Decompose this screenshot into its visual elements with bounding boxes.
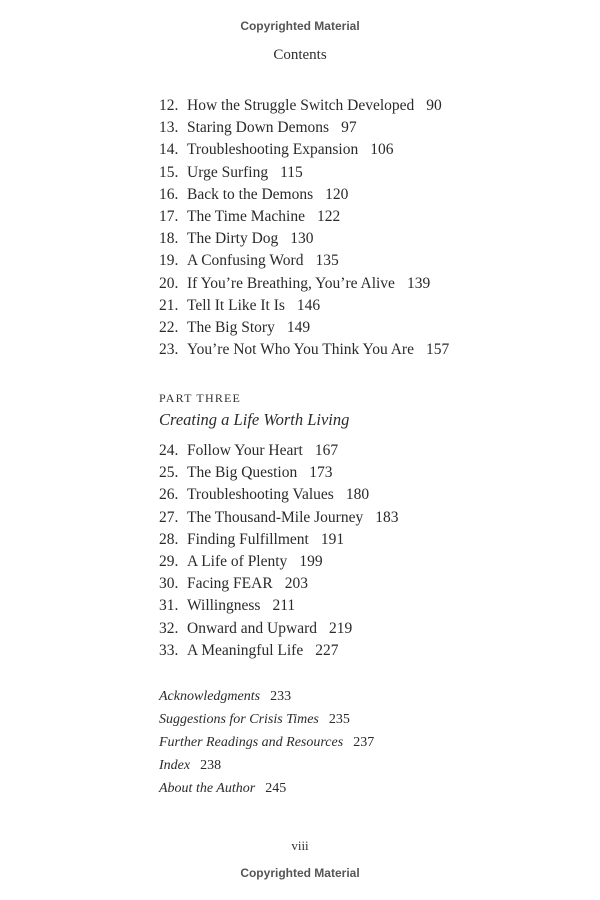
- copyright-watermark-top: Copyrighted Material: [240, 19, 360, 33]
- toc-entry: [159, 184, 579, 206]
- chapter-title: Willingness: [187, 597, 261, 615]
- page-number: 135: [315, 252, 339, 270]
- toc-entry: [159, 640, 579, 662]
- chapter-number: 24.: [159, 442, 179, 459]
- toc-entry: [159, 595, 579, 617]
- page-number: 219: [329, 619, 353, 637]
- chapter-title: The Big Story: [187, 318, 275, 336]
- part-title: Creating a Life Worth Living: [159, 410, 350, 429]
- page-number: 149: [286, 318, 311, 336]
- chapter-number: 18.: [159, 230, 179, 248]
- chapter-title: Troubleshooting Expansion: [187, 141, 359, 159]
- page-number: 157: [425, 341, 450, 359]
- back-matter-title: Suggestions for Crisis Times: [159, 712, 319, 727]
- chapter-number: 13.: [159, 119, 179, 137]
- chapter-number: 16.: [159, 185, 179, 203]
- page-number: 183: [375, 508, 399, 526]
- chapter-title: The Time Machine: [187, 207, 305, 225]
- chapter-number: 19.: [159, 252, 179, 270]
- toc-entry: [159, 117, 579, 139]
- page-number: 106: [370, 141, 394, 159]
- toc-entry: [159, 339, 579, 361]
- toc-entry: [159, 206, 579, 228]
- back-matter-list: [159, 685, 579, 800]
- chapter-title: How the Struggle Switch Developed: [187, 97, 415, 114]
- page-folio: viii: [291, 838, 309, 853]
- chapter-number: 32.: [159, 619, 179, 637]
- page-number: 130: [290, 230, 314, 248]
- page-number: 90: [426, 97, 442, 114]
- page-number: 245: [265, 781, 287, 796]
- chapter-title: Onward and Upward: [187, 619, 317, 637]
- page-number: 139: [406, 274, 431, 292]
- chapter-title: Facing FEAR: [187, 575, 273, 593]
- running-head: Contents: [273, 47, 327, 63]
- toc-entry: [159, 529, 579, 551]
- chapter-number: 20.: [159, 274, 179, 292]
- toc-entry: [159, 273, 579, 295]
- chapter-number: 28.: [159, 530, 179, 548]
- page-number: 227: [315, 641, 339, 659]
- back-matter-entry: [159, 754, 579, 777]
- toc-entry: [159, 317, 579, 339]
- page-number: 235: [328, 712, 350, 727]
- back-matter-entry: [159, 777, 579, 800]
- back-matter-entry: [159, 685, 579, 708]
- chapter-number: 22.: [159, 318, 179, 336]
- toc-entry: [159, 250, 579, 272]
- chapter-title: Staring Down Demons: [187, 119, 330, 137]
- chapter-title: Follow Your Heart: [187, 442, 303, 459]
- chapter-number: 29.: [159, 552, 179, 570]
- toc-entry: [159, 573, 579, 595]
- chapter-number: 17.: [159, 207, 179, 225]
- back-matter-title: Acknowledgments: [159, 689, 261, 704]
- chapter-number: 26.: [159, 486, 179, 504]
- back-matter-entry: [159, 708, 579, 731]
- copyright-watermark-bottom: Copyrighted Material: [240, 866, 360, 880]
- toc-entry: [159, 162, 579, 184]
- chapter-title: Tell It Like It Is: [187, 296, 285, 314]
- page-number: 233: [270, 689, 292, 704]
- chapter-title: Troubleshooting Values: [187, 486, 334, 504]
- toc-part-two-entries: [159, 95, 579, 361]
- toc-entry: [159, 139, 579, 161]
- toc-list: [159, 95, 579, 361]
- back-matter-entry: [159, 731, 579, 754]
- page-number: 122: [316, 207, 341, 225]
- page-number: 97: [341, 119, 357, 137]
- chapter-number: 15.: [159, 163, 179, 181]
- page-number: 237: [353, 735, 375, 750]
- chapter-number: 33.: [159, 641, 179, 659]
- toc-entry: [159, 551, 579, 573]
- toc-part-three-entries: [159, 440, 579, 662]
- chapter-title: The Thousand-Mile Journey: [187, 508, 364, 526]
- page-number: 115: [280, 163, 303, 181]
- chapter-title: Back to the Demons: [187, 185, 314, 203]
- chapter-number: 30.: [159, 575, 179, 593]
- chapter-title: Finding Fulfillment: [187, 530, 309, 548]
- chapter-number: 12.: [159, 97, 179, 114]
- chapter-title: A Life of Plenty: [187, 552, 288, 570]
- chapter-title: A Confusing Word: [187, 252, 304, 270]
- page-number: 180: [345, 486, 370, 504]
- toc-entry: [159, 618, 579, 640]
- back-matter-title: About the Author: [159, 781, 256, 796]
- page-number: 191: [320, 530, 345, 548]
- back-matter-title: Further Readings and Resources: [159, 735, 344, 750]
- chapter-number: 25.: [159, 464, 179, 482]
- toc-entry: [159, 484, 579, 506]
- chapter-title: Urge Surfing: [187, 163, 269, 181]
- page-number: 167: [314, 442, 339, 459]
- chapter-number: 27.: [159, 508, 179, 526]
- toc-entry: [159, 440, 579, 462]
- chapter-number: 21.: [159, 296, 179, 314]
- toc-entry: [159, 462, 579, 484]
- back-matter-title: Index: [159, 758, 191, 773]
- chapter-number: 23.: [159, 341, 179, 359]
- chapter-title: You’re Not Who You Think You Are: [187, 341, 414, 359]
- page-number: 238: [200, 758, 222, 773]
- part-label: PART THREE: [159, 391, 242, 405]
- page-number: 146: [296, 296, 321, 314]
- chapter-title: The Big Question: [187, 464, 298, 482]
- page-number: 120: [325, 185, 349, 203]
- toc-entry: [159, 295, 579, 317]
- chapter-title: If You’re Breathing, You’re Alive: [187, 274, 395, 292]
- page-number: 203: [284, 575, 308, 593]
- chapter-number: 31.: [159, 597, 179, 615]
- toc-list: [159, 440, 579, 662]
- chapter-title: The Dirty Dog: [187, 230, 279, 248]
- chapter-number: 14.: [159, 141, 179, 159]
- chapter-title: A Meaningful Life: [187, 641, 304, 659]
- toc-entry: [159, 507, 579, 529]
- page-number: 211: [272, 597, 296, 615]
- page-number: 173: [309, 464, 333, 482]
- toc-back-matter: [159, 685, 579, 800]
- toc-entry: [159, 228, 579, 250]
- page-number: 199: [299, 552, 323, 570]
- toc-entry: [159, 95, 579, 117]
